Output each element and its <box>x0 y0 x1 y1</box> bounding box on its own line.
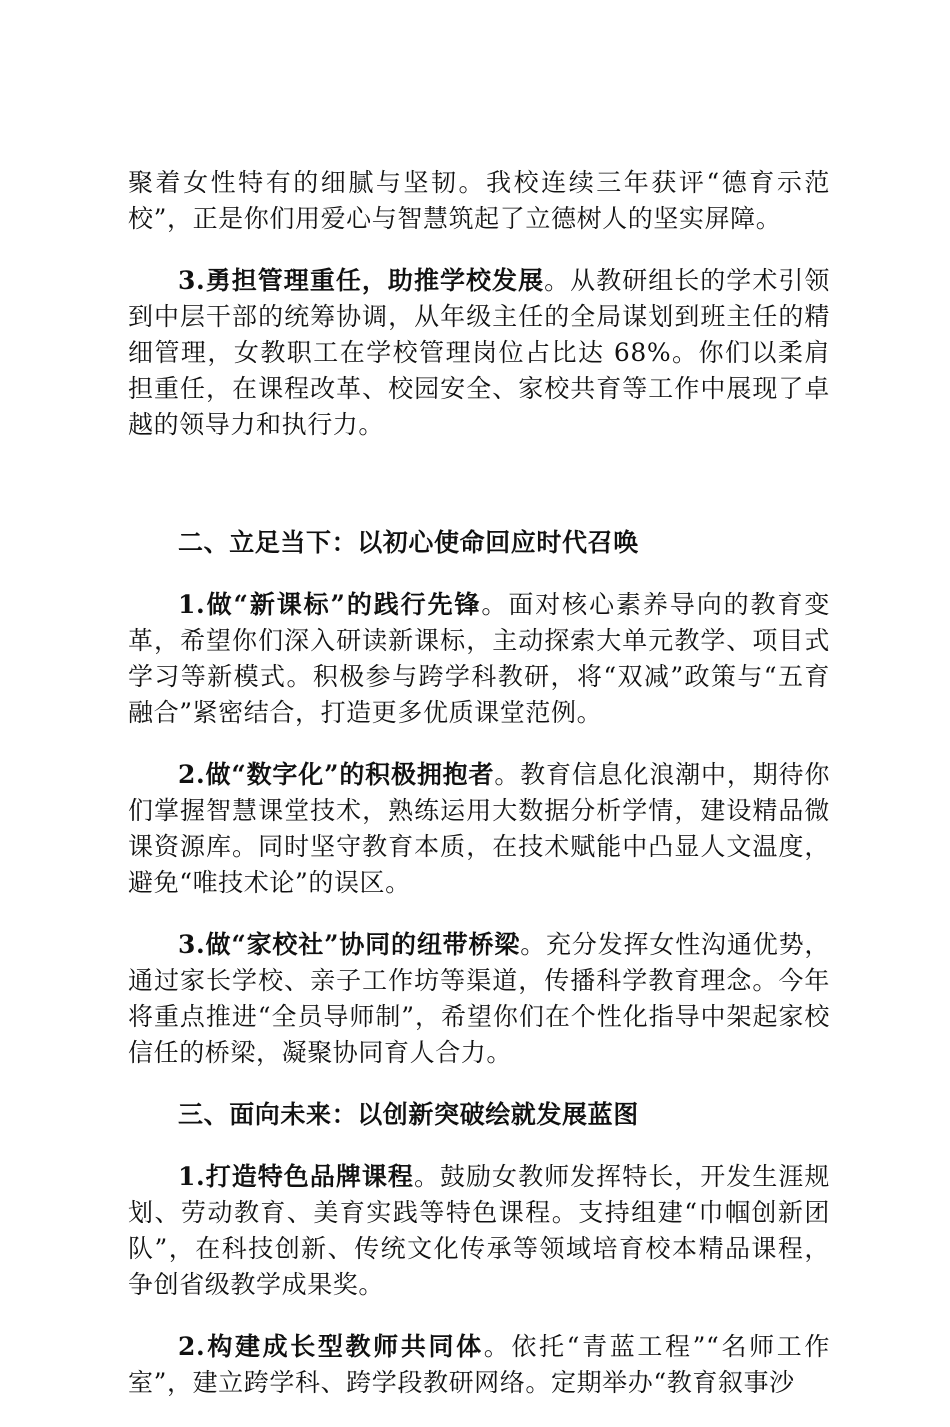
section1-item3-body: 。从教研组长的学术引领到中层干部的统筹协调，从年级主任的全局谋划到班主任的精细管理，女教职工在学校管理岗位占比达 68%。你们以柔肩担重任，在课程改革、校园安全、家校共育等工作中展现了卓越的领导力和执行力。 <box>128 266 830 439</box>
section2-item1-body: 。面对核心素养导向的教育变革，希望你们深入研读新课标，主动探索大单元教学、项目式学习等新模式。积极参与跨学科教研，将“双减”政策与“五育融合”紧密结合，打造更多优质课堂范例。 <box>128 590 830 727</box>
section2-item3-paragraph <box>128 927 830 1071</box>
section2-item1-title: 1.做“新课标”的践行先锋 <box>178 590 482 619</box>
section-gap <box>128 469 830 525</box>
section2-heading: 二、立足当下：以初心使命回应时代召唤 <box>178 528 639 557</box>
section2-item2-body: 。教育信息化浪潮中，期待你们掌握智慧课堂技术，熟练运用大数据分析学情，建设精品微课资源库。同时坚守教育本质，在技术赋能中凸显人文温度，避免“唯技术论”的误区。 <box>128 760 830 897</box>
section3-item1-body: 。鼓励女教师发挥特长，开发生涯规划、劳动教育、美育实践等特色课程。支持组建“巾帼创新团队”，在科技创新、传统文化传承等领域培育校本精品课程，争创省级教学成果奖。 <box>128 1162 830 1299</box>
section3-item1-paragraph <box>128 1159 830 1303</box>
section2-item3-body: 。充分发挥女性沟通优势，通过家长学校、亲子工作坊等渠道，传播科学教育理念。今年将重点推进“全员导师制”，希望你们在个性化指导中架起家校信任的桥梁，凝聚协同育人合力。 <box>128 930 831 1067</box>
section3-item1-title: 1.打造特色品牌课程 <box>178 1162 414 1191</box>
section2-item1-paragraph <box>128 587 830 731</box>
section1-item3-title: 3.勇担管理重任，助推学校发展 <box>178 266 545 295</box>
section1-item3-paragraph <box>128 263 830 443</box>
section3-heading: 三、面向未来：以创新突破绘就发展蓝图 <box>178 1100 639 1129</box>
intro-paragraph: 聚着女性特有的细腻与坚韧。我校连续三年获评“德育示范校”，正是你们用爱心与智慧筑起了立德树人的坚实屏障。 <box>128 168 830 233</box>
section3-item2-paragraph <box>128 1329 830 1401</box>
document-page <box>128 165 830 1427</box>
section3-item2-title: 2.构建成长型教师共同体 <box>178 1332 484 1361</box>
section2-item2-paragraph <box>128 757 830 901</box>
section3-item2-body: 。依托“青蓝工程”“名师工作室”，建立跨学科、跨学段教研网络。定期举办“教育叙事沙 <box>128 1332 830 1397</box>
section2-item2-title: 2.做“数字化”的积极拥抱者 <box>178 760 495 789</box>
section2-item3-title: 3.做“家校社”协同的纽带桥梁 <box>178 930 521 959</box>
